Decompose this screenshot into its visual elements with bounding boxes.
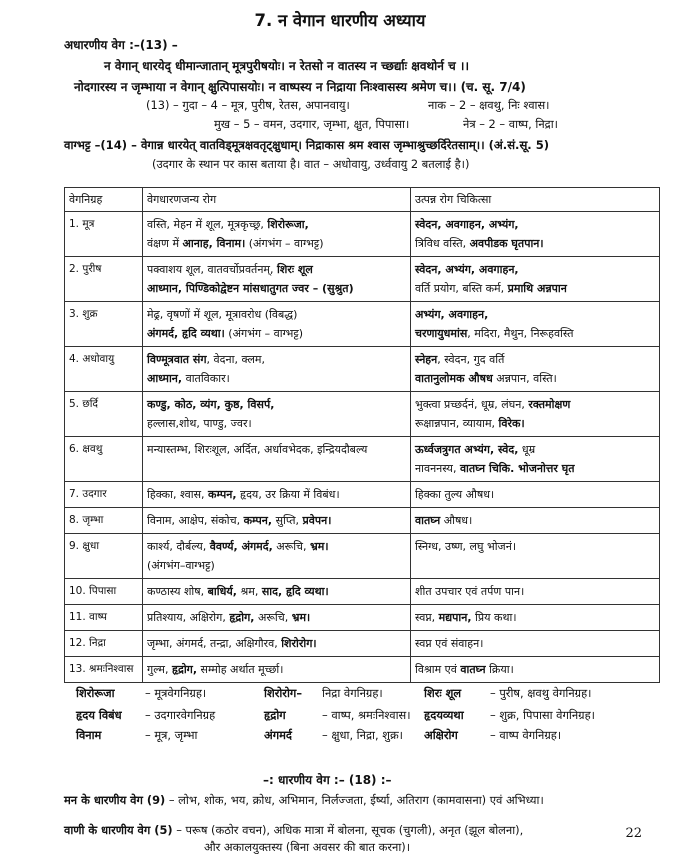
roga-cell: [143, 257, 411, 302]
vega-cell: 2. पुरीष: [65, 257, 143, 302]
roga-line: [147, 537, 406, 556]
vega-cell: 8. जृम्भा: [65, 508, 143, 534]
text-segment: वस्ति, मेहन में शूल, मूत्रकृच्छ्र,: [147, 218, 268, 231]
chikitsa-line: [415, 511, 655, 530]
summary-line-1-left: (13) – गुदा – 4 – मूत्र, पुरीष, रेतस, अपानवायु।: [146, 98, 350, 112]
chikitsa-cell: [411, 534, 660, 579]
table-row: [65, 631, 660, 657]
table-header-row: [65, 188, 660, 212]
table-body: [65, 212, 660, 683]
text-segment: अवपीडक घृतपान।: [469, 237, 544, 250]
vani-vega-label: वाणी के धारणीय वेग (5): [64, 823, 173, 837]
table-row: [65, 347, 660, 392]
roga-cell: [143, 631, 411, 657]
roga-line: [147, 279, 406, 298]
text-segment: औषध।: [440, 514, 473, 527]
table-row: [65, 212, 660, 257]
summary-line-1-right: नाक – 2 – क्षवथु, निः श्वास।: [428, 98, 550, 112]
text-segment: (अंगभंग – वाग्भट्ट): [245, 237, 324, 250]
text-segment: (अंगभंग–वाग्भट्ट): [147, 559, 215, 572]
roga-line: [147, 660, 406, 679]
text-segment: हृदय, उर क्रिया में विबंध।: [236, 488, 340, 501]
text-segment: स्नेहन: [415, 353, 438, 366]
text-segment: स्वेदन, अभ्यंग, अवगाहन,: [415, 263, 519, 276]
text-segment: प्रमाथि अन्नपान: [507, 282, 567, 295]
chikitsa-cell: [411, 631, 660, 657]
text-segment: हल्लास,शोथ, पाण्डु, ज्वर।: [147, 417, 252, 430]
text-segment: विनाम, आक्षेप, संकोच,: [147, 514, 244, 527]
text-segment: कार्श्य, दौर्बल्य,: [147, 540, 210, 553]
chikitsa-line: [415, 215, 655, 234]
chikitsa-line: [415, 305, 655, 324]
text-segment: विरेक।: [498, 417, 525, 430]
chikitsa-line: [415, 440, 655, 459]
roga-cell: [143, 605, 411, 631]
text-segment: मद्यपान,: [438, 611, 472, 624]
text-segment: स्वप्न एवं संवाहन।: [415, 637, 484, 650]
roga-cell: [143, 302, 411, 347]
text-segment: श्रम,: [236, 585, 262, 598]
roga-line: [147, 414, 406, 433]
text-segment: कम्पन,: [243, 514, 273, 527]
vega-cell: 5. छर्दि: [65, 392, 143, 437]
text-segment: त्रिविध वस्ति,: [415, 237, 470, 250]
table-row: [65, 534, 660, 579]
text-segment: अभ्यंग, अवगाहन,: [415, 308, 489, 321]
text-segment: हृद्रोग,: [229, 611, 255, 624]
text-segment: आध्मान,: [147, 372, 183, 385]
chikitsa-cell: [411, 392, 660, 437]
glossary-term: हृद्रोग: [264, 708, 286, 722]
page-title: 7. न वेगान धारणीय अध्याय: [254, 11, 426, 30]
glossary-definition: निद्रा वेगनिग्रह।: [322, 686, 383, 700]
glossary-term: हृदयव्यथा: [424, 708, 464, 722]
glossary-term: अंगमर्द: [264, 728, 292, 742]
text-segment: भुक्त्वा प्रच्छर्दनं, धूम्र, लंघन,: [415, 398, 529, 411]
chikitsa-line: [415, 660, 655, 679]
chikitsa-line: [415, 582, 655, 601]
text-segment: अरूचि,: [254, 611, 292, 624]
chikitsa-cell: [411, 347, 660, 392]
text-segment: मेढ्र, वृषणों में शूल, मूत्रावरोध (विबद्ध): [147, 308, 298, 321]
roga-line: [147, 634, 406, 653]
glossary-definition: – मूत्रवेगनिग्रह।: [145, 686, 207, 700]
chikitsa-line: [415, 395, 655, 414]
roga-line: [147, 234, 406, 253]
vega-cell: 12. निद्रा: [65, 631, 143, 657]
text-segment: रक्तमोक्षण: [528, 398, 571, 411]
text-segment: भ्रम।: [310, 540, 329, 553]
roga-line: [147, 369, 406, 388]
text-segment: हृद्रोग,: [171, 663, 198, 676]
text-segment: शिरः शूल: [277, 263, 313, 276]
dharaniya-heading: –: धारणीय वेग :– (18) :–: [263, 773, 392, 787]
glossary-definition: – वाष्प, श्रमःनिश्वास।: [322, 708, 411, 722]
text-segment: आध्मान, पिण्डिकोद्वेष्टन मांसधातुगत ज्वर – (सुश्रुत): [147, 282, 354, 295]
table-row: [65, 257, 660, 302]
roga-cell: [143, 392, 411, 437]
adharaniya-heading: अधारणीय वेग :–(13) –: [64, 38, 178, 52]
chikitsa-cell: [411, 257, 660, 302]
chikitsa-line: [415, 485, 655, 504]
summary-line-2-left: मुख – 5 – वमन, उदगार, जृम्भा, क्षुत, पिपासा।: [214, 117, 410, 131]
roga-cell: [143, 534, 411, 579]
roga-cell: [143, 579, 411, 605]
vega-cell: 7. उदगार: [65, 482, 143, 508]
text-segment: हिक्का तुल्य औषध।: [415, 488, 495, 501]
text-segment: शिरोरोग।: [281, 637, 317, 650]
header-veganigraha: वेगनिग्रह: [65, 188, 143, 212]
roga-line: [147, 511, 406, 530]
text-segment: , मदिरा, मैथुन, निरूहवस्ति: [467, 327, 574, 340]
roga-line: [147, 324, 406, 343]
roga-cell: [143, 347, 411, 392]
roga-line: [147, 485, 406, 504]
roga-line: [147, 582, 406, 601]
roga-line: [147, 215, 406, 234]
text-segment: मन्यास्तम्भ, शिरःशूल, अर्दित, अर्धावभेदक, इन्द्रियदौबल्य: [147, 443, 368, 456]
text-segment: प्रिय कथा।: [471, 611, 517, 624]
chikitsa-line: [415, 234, 655, 253]
chikitsa-line: [415, 369, 655, 388]
roga-cell: [143, 212, 411, 257]
text-segment: स्वेदन, अवगाहन, अभ्यंग,: [415, 218, 519, 231]
text-segment: , वेदना, क्लम,: [206, 353, 265, 366]
chikitsa-cell: [411, 302, 660, 347]
text-segment: प्रतिश्याय, अक्षिरोग,: [147, 611, 230, 624]
vega-cell: 11. वाष्प: [65, 605, 143, 631]
text-segment: शिरोरूजा,: [267, 218, 309, 231]
glossary-definition: – क्षुधा, निद्रा, शुक्र।: [322, 728, 404, 742]
vega-cell: 1. मूत्र: [65, 212, 143, 257]
text-segment: साद, हृदि व्यथा।: [261, 585, 329, 598]
table-row: [65, 302, 660, 347]
roga-line: [147, 260, 406, 279]
text-segment: वर्ति प्रयोग, बस्ति कर्म,: [415, 282, 508, 295]
glossary-definition: – मूत्र, जृम्भा: [145, 728, 198, 742]
chikitsa-line: [415, 634, 655, 653]
vega-cell: 3. शुक्र: [65, 302, 143, 347]
text-segment: बाधिर्य,: [207, 585, 237, 598]
glossary-term: अक्षिरोग: [424, 728, 458, 742]
glossary-definition: – शुक्र, पिपासा वेगनिग्रह।: [490, 708, 595, 722]
chikitsa-cell: [411, 212, 660, 257]
page-number: 22: [625, 826, 642, 841]
table-row: [65, 657, 660, 683]
text-segment: सम्मोह अर्थात मूर्च्छा।: [197, 663, 284, 676]
text-segment: वातविकार।: [182, 372, 230, 385]
chikitsa-cell: [411, 579, 660, 605]
text-segment: वातघ्न: [415, 514, 441, 527]
summary-line-2-right: नेत्र – 2 – वाष्प, निद्रा।: [463, 117, 558, 131]
chikitsa-cell: [411, 508, 660, 534]
text-segment: कण्डु, कोठ, व्यंग, कुष्ठ, विसर्प,: [147, 398, 275, 411]
shloka-line-1: न वेगान् धारयेद् धीमान्जातान् मूत्रपुरीषयोः। न रेतसो न वातस्य न च्छर्द्याः क्षवथोर्न च ।।: [104, 59, 470, 73]
vagbhata-note: (उदगार के स्थान पर कास बताया है। वात – अधोवायु, उर्ध्ववायु 2 बतलाई है।): [152, 157, 470, 171]
chikitsa-cell: [411, 605, 660, 631]
roga-line: [147, 556, 406, 575]
roga-line: [147, 440, 406, 459]
table-row: [65, 482, 660, 508]
table-row: [65, 605, 660, 631]
text-segment: विश्राम एवं: [415, 663, 461, 676]
text-segment: स्वप्न,: [415, 611, 439, 624]
text-segment: प्रवेपन।: [302, 514, 332, 527]
text-segment: , स्वेदन, गुद वर्ति: [437, 353, 505, 366]
chikitsa-line: [415, 324, 655, 343]
text-segment: भ्रम।: [291, 611, 311, 624]
mana-vega-line: [64, 793, 544, 808]
chikitsa-cell: [411, 482, 660, 508]
text-segment: वातानुलोमक औषध: [415, 372, 493, 385]
glossary-definition: – वाष्प वेगनिग्रह।: [490, 728, 562, 742]
vega-cell: 9. क्षुधा: [65, 534, 143, 579]
vani-vega-line-2: और अकालयुक्तस्य (बिना अवसर की बात करना)।: [204, 840, 411, 854]
text-segment: जृम्भा, अंगमर्द, तन्द्रा, अक्षिगौरव,: [147, 637, 282, 650]
text-segment: क्रिया।: [485, 663, 514, 676]
text-segment: वंक्षण में: [147, 237, 183, 250]
glossary-term: हृदय विबंध: [76, 708, 122, 722]
vega-cell: 13. श्रमःनिश्वास: [65, 657, 143, 683]
text-segment: पक्वाशय शूल, वातवर्चोप्रवर्तनम्,: [147, 263, 278, 276]
chikitsa-cell: [411, 437, 660, 482]
shloka-line-2: नोदगारस्य न जृम्भाया न वेगान् क्षुत्पिपासयोः। न वाष्पस्य न निद्राया निःश्वासस्य श्रमेण च।। (च. सू. 7/4): [74, 80, 526, 94]
text-segment: अन्नपान, वस्ति।: [492, 372, 557, 385]
vega-cell: 6. क्षवथु: [65, 437, 143, 482]
glossary-term: शिरोरूजा: [76, 686, 115, 700]
glossary-definition: – उदगारवेगनिग्रह: [145, 708, 216, 722]
vani-vega-text: – परूष (कठोर वचन), अधिक मात्रा में बोलना, सूचक (चुगली), अनृत (झूल बोलना),: [172, 823, 524, 837]
text-segment: धूम्र: [518, 443, 536, 456]
roga-line: [147, 305, 406, 324]
text-segment: नावननस्य,: [415, 462, 460, 475]
chikitsa-line: [415, 537, 655, 556]
roga-cell: [143, 482, 411, 508]
text-segment: कम्पन,: [208, 488, 237, 501]
roga-line: [147, 608, 406, 627]
glossary-term: शिरोरोग–: [264, 686, 303, 700]
glossary-definition: – पुरीष, क्षवथु वेगनिग्रह।: [490, 686, 592, 700]
vega-cell: 10. पिपासा: [65, 579, 143, 605]
text-segment: शीत उपचार एवं तर्पण पान।: [415, 585, 525, 598]
vagbhata-line: वाग्भट्ट –(14) – वेगान्न धारयेत् वातविड्मूत्रक्षवतृट्क्षुधाम्। निद्राकास श्रम श्वास जृम्भाश्रुच्छर्दिरेतसाम्।। (अं.सं.सू. 5): [64, 138, 550, 152]
roga-cell: [143, 437, 411, 482]
text-segment: गुल्म,: [147, 663, 172, 676]
roga-cell: [143, 657, 411, 683]
roga-line: [147, 350, 406, 369]
table-row: [65, 579, 660, 605]
text-segment: अरूचि,: [272, 540, 311, 553]
header-roga: वेगधारणजन्य रोग: [143, 188, 411, 212]
roga-cell: [143, 508, 411, 534]
glossary-term: विनाम: [76, 728, 102, 742]
chikitsa-cell: [411, 657, 660, 683]
chikitsa-line: [415, 459, 655, 478]
chikitsa-line: [415, 260, 655, 279]
vani-vega-line: [64, 823, 523, 838]
text-segment: स्निग्ध, उष्ण, लघु भोजनं।: [415, 540, 516, 553]
mana-vega-text: – लोभ, शोक, भय, क्रोध, अभिमान, निर्लज्जता, ईर्ष्या, अतिराग (कामवासना) एवं अभिध्या।: [165, 793, 544, 807]
text-segment: वैवर्ण्य, अंगमर्द,: [209, 540, 273, 553]
text-segment: आनाह, विनाम।: [182, 237, 246, 250]
vega-table: [64, 187, 660, 683]
text-segment: सुप्ति,: [272, 514, 303, 527]
table-row: [65, 508, 660, 534]
mana-vega-label: मन के धारणीय वेग (9): [64, 793, 166, 807]
vega-cell: 4. अधोवायु: [65, 347, 143, 392]
text-segment: रूक्षान्नपान, व्यायाम,: [415, 417, 499, 430]
text-segment: वातघ्न चिकि. भोजनोत्तर घृत: [459, 462, 575, 475]
chikitsa-line: [415, 279, 655, 298]
text-segment: अंगमर्द, हृदि व्यथा।: [147, 327, 225, 340]
text-segment: (अंगभंग – वाग्भट्ट): [224, 327, 304, 340]
text-segment: कण्ठास्य शोष,: [147, 585, 208, 598]
table-row: [65, 437, 660, 482]
chikitsa-line: [415, 414, 655, 433]
text-segment: विण्मूत्रवात संग: [147, 353, 207, 366]
text-segment: वातघ्न: [460, 663, 486, 676]
chikitsa-line: [415, 608, 655, 627]
text-segment: चरणायुधमांस: [415, 327, 468, 340]
table-row: [65, 392, 660, 437]
roga-line: [147, 395, 406, 414]
text-segment: ऊर्ध्वजत्रुगत अभ्यंग, स्वेद,: [415, 443, 519, 456]
text-segment: हिक्का, श्वास,: [147, 488, 209, 501]
chikitsa-line: [415, 350, 655, 369]
header-chikitsa: उत्पन्न रोग चिकित्सा: [411, 188, 660, 212]
glossary-term: शिरः शूल: [424, 686, 462, 700]
